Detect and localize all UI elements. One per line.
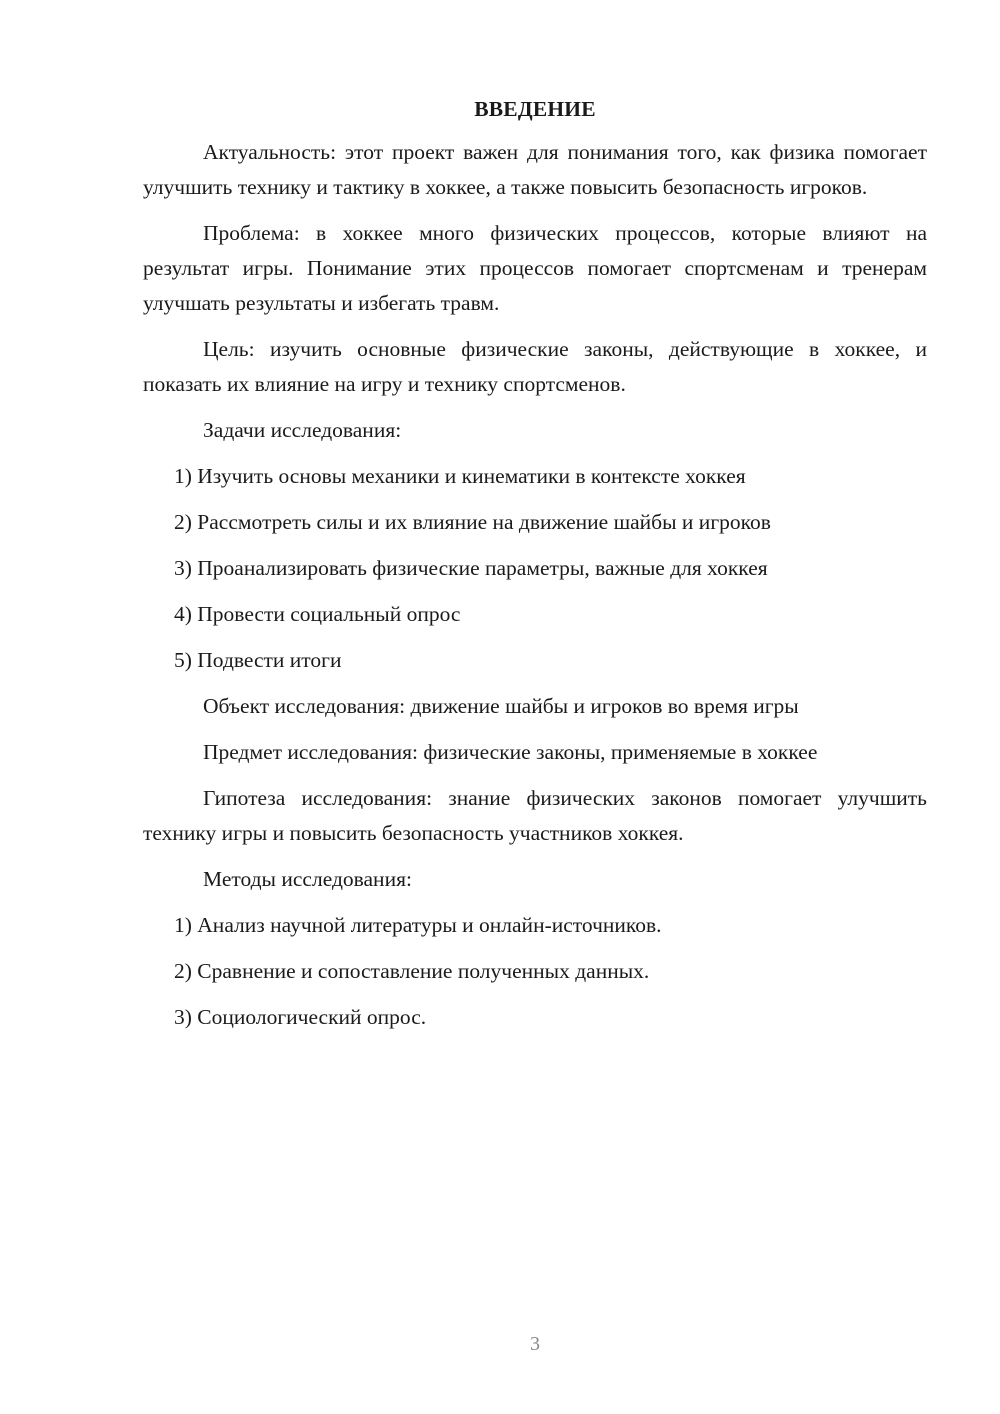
relevance-paragraph: Актуальность: этот проект важен для понимания того, как физика помогает улучшить технику и тактику в хоккее, а также повысить безопасность игроков. [143,140,927,199]
method-item: 1) Анализ научной литературы и онлайн-источников. [174,913,662,937]
task-item: 1) Изучить основы механики и кинематики в контексте хоккея [174,464,746,488]
page-content [143,92,927,1046]
section-title: ВВЕДЕНИЕ [474,97,596,121]
research-subject: Предмет исследования: физические законы, применяемые в хоккее [203,740,818,764]
hypothesis-paragraph: Гипотеза исследования: знание физических законов помогает улучшить технику игры и повысить безопасность участников хоккея. [143,786,927,845]
tasks-heading: Задачи исследования: [203,418,402,442]
task-item: 5) Подвести итоги [174,648,342,672]
task-item: 4) Провести социальный опрос [174,602,461,626]
task-item: 2) Рассмотреть силы и их влияние на движение шайбы и игроков [174,510,771,534]
goal-paragraph: Цель: изучить основные физические законы, действующие в хоккее, и показать их влияние на игру и технику спортсменов. [143,337,927,396]
methods-heading: Методы исследования: [203,867,412,891]
method-item: 2) Сравнение и сопоставление полученных данных. [174,959,650,983]
page-number: 3 [530,1333,540,1355]
problem-paragraph: Проблема: в хоккее много физических процессов, которые влияют на результат игры. Понимание этих процессов помогает спортсменам и тренерам улучшать результаты и избегать травм. [143,221,927,315]
method-item: 3) Социологический опрос. [174,1005,427,1029]
research-object: Объект исследования: движение шайбы и игроков во время игры [203,694,799,718]
task-item: 3) Проанализировать физические параметры, важные для хоккея [174,556,768,580]
